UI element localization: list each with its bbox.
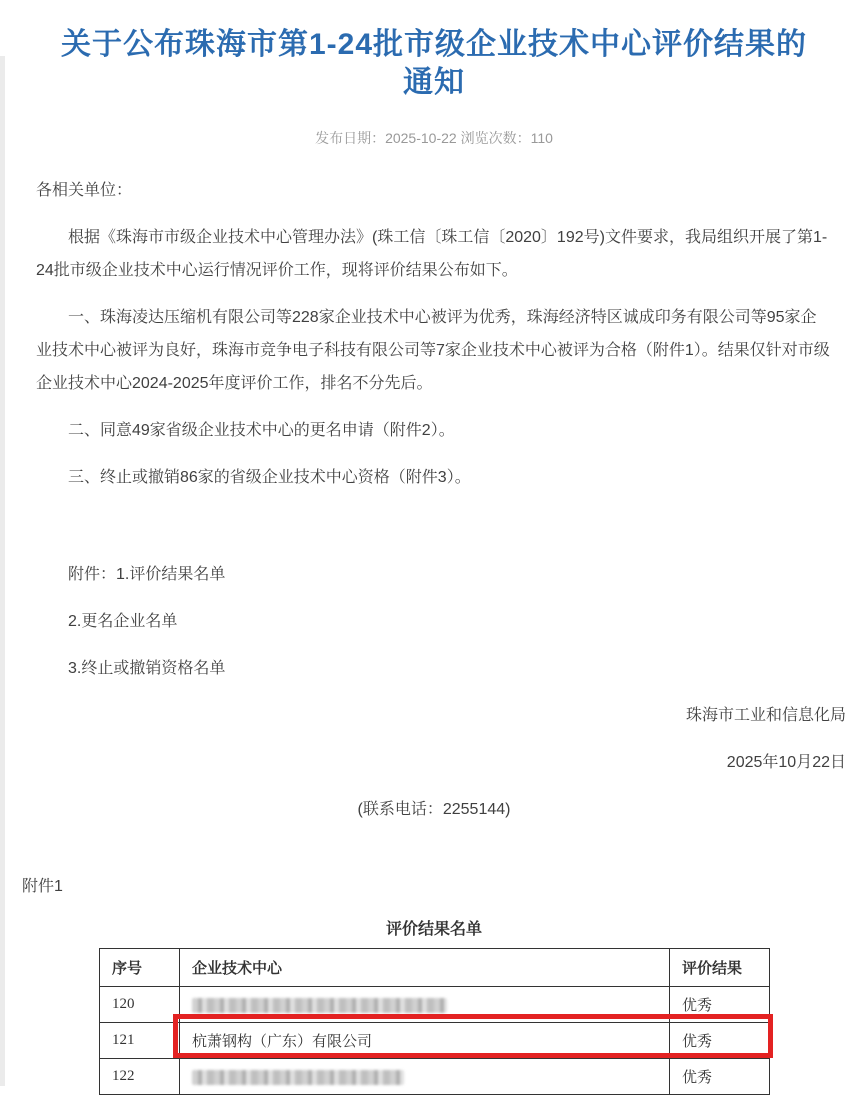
notice-body [22,174,846,946]
row-no: 122 [100,1059,180,1095]
paragraph-item-1: 一、珠海凌达压缩机有限公司等228家企业技术中心被评为优秀，珠海经济特区诚成印务有限公司等95家企业技术中心被评为良好，珠海市竞争电子科技有限公司等7家企业技术中心被评为合格（附件1）。结果仅针对市级企业技术中心2024-2025年度评价工作，排名不分先后。 [36,309,830,392]
issuing-agency: 珠海市工业和信息化局 [685,707,846,724]
attachment-line-3: 3.终止或撤销资格名单 [68,660,226,677]
result-table-title: 评价结果名单 [385,921,482,938]
contact-phone: (联系电话：2255144) [357,801,511,818]
page-left-edge [0,56,5,1086]
row-result: 优秀 [670,987,770,1023]
attachment-line-1: 附件：1.评价结果名单 [68,566,226,583]
row-no: 121 [100,1023,180,1059]
attachment-list [36,558,832,685]
page-title: 关于公布珠海市第1-24批市级企业技术中心评价结果的通知 [60,28,808,99]
column-header-company: 企业技术中心 [180,949,670,987]
column-header-no: 序号 [100,949,180,987]
redacted-company-text [192,1070,404,1085]
evaluation-result-table [99,948,770,1095]
attachment-line-2: 2.更名企业名单 [68,613,178,630]
notice-page [0,26,868,1086]
issue-date: 2025年10月22日 [726,754,846,771]
row-company: 杭萧钢构（广东）有限公司 [180,1023,670,1059]
row-company-redacted [180,987,670,1023]
paragraph-basis: 根据《珠海市市级企业技术中心管理办法》(珠工信〔珠工信〔2020〕192号)文件要求，我局组织开展了第1-24批市级企业技术中心运行情况评价工作，现将评价结果公布如下。 [36,229,828,279]
table-row [100,987,770,1023]
result-table-container [99,948,769,1095]
column-header-result: 评价结果 [670,949,770,987]
signature-block [36,699,846,779]
annex1-label: 附件1 [22,878,63,895]
table-header-row [100,949,770,987]
row-company-redacted [180,1059,670,1095]
table-row-highlighted [100,1023,770,1059]
notice-document [0,26,868,1095]
row-result: 优秀 [670,1023,770,1059]
paragraph-item-2: 二、同意49家省级企业技术中心的更名申请（附件2）。 [68,422,455,439]
salutation: 各相关单位： [36,182,133,199]
redacted-company-text [192,998,447,1013]
row-result: 优秀 [670,1059,770,1095]
table-row [100,1059,770,1095]
publish-meta: 发布日期：2025-10-22 浏览次数：110 [315,130,553,146]
row-no: 120 [100,987,180,1023]
paragraph-item-3: 三、终止或撤销86家的省级企业技术中心资格（附件3）。 [68,469,471,486]
